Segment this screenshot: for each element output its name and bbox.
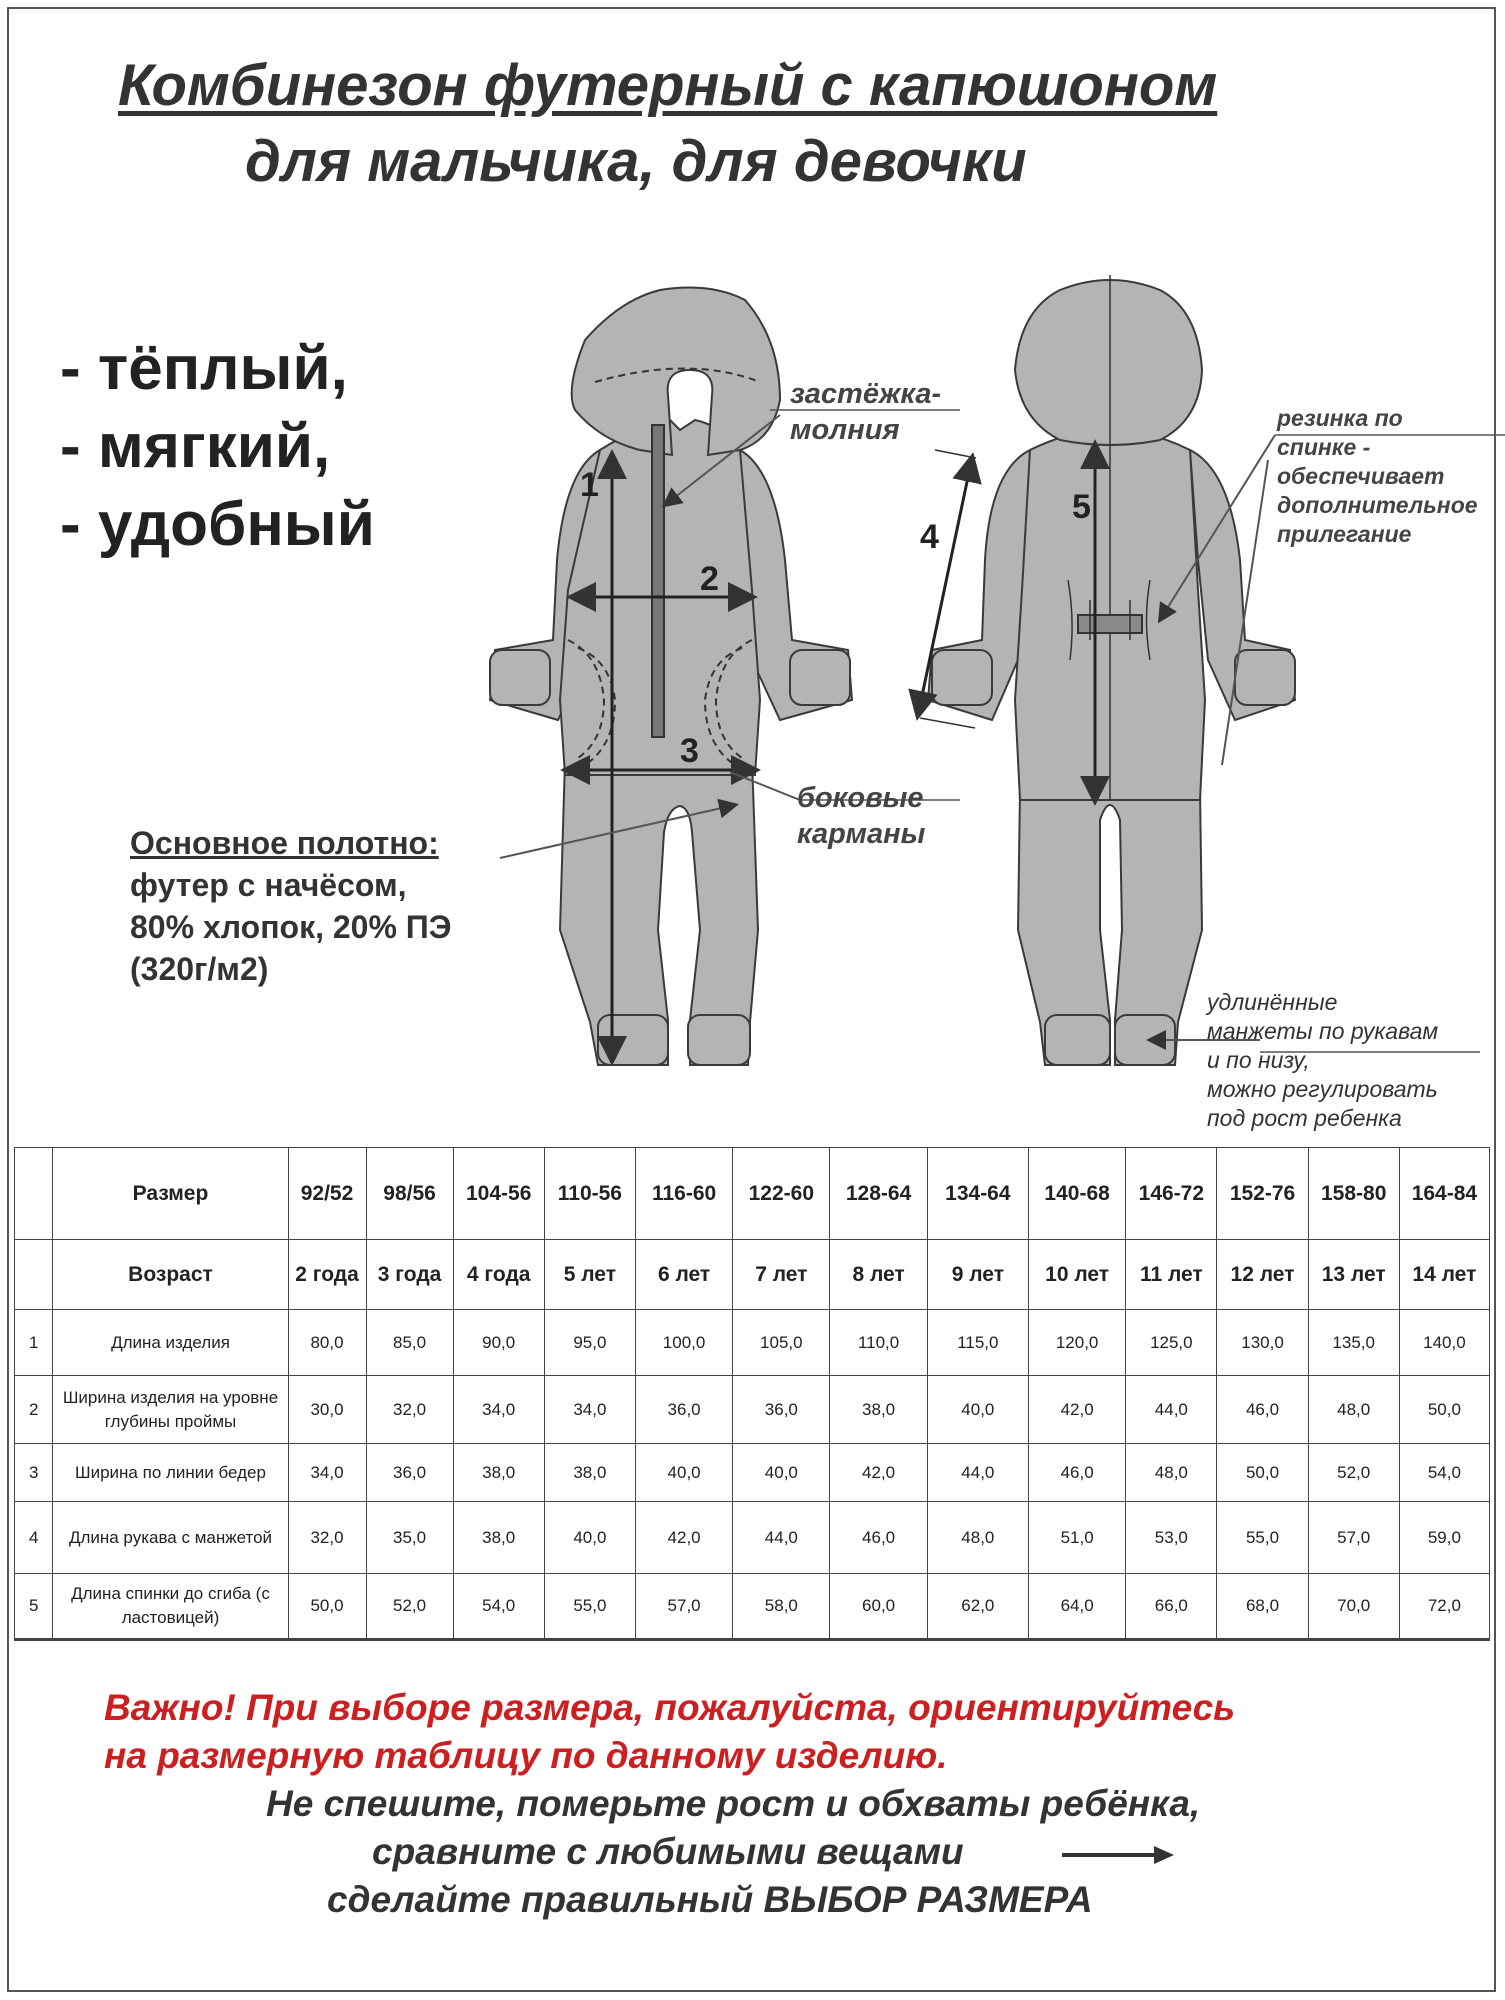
value-cell: 55,0 bbox=[544, 1574, 635, 1640]
row-number: 1 bbox=[15, 1310, 53, 1376]
value-cell: 59,0 bbox=[1399, 1502, 1489, 1574]
age-cell: 9 лет bbox=[927, 1240, 1028, 1310]
age-cell: 12 лет bbox=[1217, 1240, 1308, 1310]
value-cell: 50,0 bbox=[288, 1574, 366, 1640]
value-cell: 105,0 bbox=[733, 1310, 830, 1376]
size-header-label: Размер bbox=[53, 1148, 288, 1240]
value-cell: 36,0 bbox=[733, 1376, 830, 1444]
value-cell: 125,0 bbox=[1126, 1310, 1217, 1376]
value-cell: 44,0 bbox=[927, 1444, 1028, 1502]
value-cell: 38,0 bbox=[453, 1444, 544, 1502]
advice-line-3: сделайте правильный ВЫБОР РАЗМЕРА bbox=[327, 1879, 1093, 1920]
empty-cell bbox=[15, 1240, 53, 1310]
title-line-2: для мальчика, для девочки bbox=[245, 129, 1027, 194]
value-cell: 85,0 bbox=[366, 1310, 453, 1376]
measure-label-4: 4 bbox=[920, 518, 939, 556]
value-cell: 68,0 bbox=[1217, 1574, 1308, 1640]
value-cell: 34,0 bbox=[453, 1376, 544, 1444]
value-cell: 40,0 bbox=[733, 1444, 830, 1502]
row-parameter: Длина рукава с манжетой bbox=[53, 1502, 288, 1574]
value-cell: 66,0 bbox=[1126, 1574, 1217, 1640]
size-cell: 110-56 bbox=[544, 1148, 635, 1240]
measure-label-5: 5 bbox=[1072, 488, 1091, 526]
size-header-row bbox=[15, 1148, 1490, 1240]
fabric-info bbox=[130, 822, 452, 990]
value-cell: 38,0 bbox=[453, 1502, 544, 1574]
value-cell: 46,0 bbox=[1029, 1444, 1126, 1502]
row-parameter: Ширина изделия на уровне глубины проймы bbox=[53, 1376, 288, 1444]
size-cell: 140-68 bbox=[1029, 1148, 1126, 1240]
value-cell: 90,0 bbox=[453, 1310, 544, 1376]
cuffs-callout: удлинённые манжеты по рукавам и по низу, можно регулировать под рост ребенка bbox=[1207, 989, 1439, 1131]
feature-comfortable: - удобный bbox=[60, 490, 375, 559]
age-cell: 7 лет bbox=[733, 1240, 830, 1310]
value-cell: 53,0 bbox=[1126, 1502, 1217, 1574]
warning-red-line-1: Важно! При выборе размера, пожалуйста, ориентируйтесь bbox=[104, 1687, 1236, 1728]
value-cell: 46,0 bbox=[830, 1502, 927, 1574]
age-header-label: Возраст bbox=[53, 1240, 288, 1310]
elastic-callout: резинка по спинке - обеспечивает дополнительное прилегание bbox=[1277, 405, 1478, 547]
size-cell: 146-72 bbox=[1126, 1148, 1217, 1240]
value-cell: 42,0 bbox=[635, 1502, 732, 1574]
size-cell: 134-64 bbox=[927, 1148, 1028, 1240]
value-cell: 80,0 bbox=[288, 1310, 366, 1376]
table-row bbox=[15, 1310, 1490, 1376]
size-cell: 104-56 bbox=[453, 1148, 544, 1240]
row-number: 5 bbox=[15, 1574, 53, 1640]
value-cell: 110,0 bbox=[830, 1310, 927, 1376]
value-cell: 62,0 bbox=[927, 1574, 1028, 1640]
value-cell: 100,0 bbox=[635, 1310, 732, 1376]
fabric-line: футер с начёсом, bbox=[130, 867, 407, 903]
feature-soft: - мягкий, bbox=[60, 412, 331, 481]
value-cell: 52,0 bbox=[1308, 1444, 1399, 1502]
value-cell: 95,0 bbox=[544, 1310, 635, 1376]
back-elastic bbox=[1078, 615, 1142, 633]
table-row bbox=[15, 1574, 1490, 1640]
value-cell: 57,0 bbox=[635, 1574, 732, 1640]
zipper-line bbox=[652, 425, 664, 737]
value-cell: 42,0 bbox=[1029, 1376, 1126, 1444]
value-cell: 54,0 bbox=[453, 1574, 544, 1640]
value-cell: 36,0 bbox=[635, 1376, 732, 1444]
advice-line-1: Не спешите, померьте рост и обхваты ребёнка, bbox=[266, 1783, 1201, 1824]
age-cell: 6 лет bbox=[635, 1240, 732, 1310]
value-cell: 115,0 bbox=[927, 1310, 1028, 1376]
age-header-row bbox=[15, 1240, 1490, 1310]
arrow-right-icon bbox=[1062, 1840, 1174, 1870]
value-cell: 44,0 bbox=[733, 1502, 830, 1574]
age-cell: 8 лет bbox=[830, 1240, 927, 1310]
size-cell: 122-60 bbox=[733, 1148, 830, 1240]
fabric-heading: Основное полотно: bbox=[130, 825, 439, 861]
table-row bbox=[15, 1502, 1490, 1574]
table-row bbox=[15, 1444, 1490, 1502]
value-cell: 40,0 bbox=[635, 1444, 732, 1502]
value-cell: 34,0 bbox=[544, 1376, 635, 1444]
value-cell: 36,0 bbox=[366, 1444, 453, 1502]
value-cell: 54,0 bbox=[1399, 1444, 1489, 1502]
value-cell: 50,0 bbox=[1217, 1444, 1308, 1502]
value-cell: 38,0 bbox=[544, 1444, 635, 1502]
value-cell: 38,0 bbox=[830, 1376, 927, 1444]
feature-warm: - тёплый, bbox=[60, 334, 348, 403]
value-cell: 64,0 bbox=[1029, 1574, 1126, 1640]
age-cell: 11 лет bbox=[1126, 1240, 1217, 1310]
fabric-line: 80% хлопок, 20% ПЭ bbox=[130, 909, 452, 945]
row-parameter: Длина спинки до сгиба (с ластовицей) bbox=[53, 1574, 288, 1640]
warning-red-line-2: на размерную таблицу по данному изделию. bbox=[104, 1735, 948, 1776]
value-cell: 120,0 bbox=[1029, 1310, 1126, 1376]
row-parameter: Ширина по линии бедер bbox=[53, 1444, 288, 1502]
age-cell: 3 года bbox=[366, 1240, 453, 1310]
value-cell: 40,0 bbox=[544, 1502, 635, 1574]
age-cell: 4 года bbox=[453, 1240, 544, 1310]
size-cell: 92/52 bbox=[288, 1148, 366, 1240]
size-cell: 158-80 bbox=[1308, 1148, 1399, 1240]
size-cell: 164-84 bbox=[1399, 1148, 1489, 1240]
value-cell: 58,0 bbox=[733, 1574, 830, 1640]
value-cell: 72,0 bbox=[1399, 1574, 1489, 1640]
value-cell: 70,0 bbox=[1308, 1574, 1399, 1640]
value-cell: 135,0 bbox=[1308, 1310, 1399, 1376]
age-cell: 2 года bbox=[288, 1240, 366, 1310]
value-cell: 32,0 bbox=[288, 1502, 366, 1574]
size-cell: 128-64 bbox=[830, 1148, 927, 1240]
value-cell: 51,0 bbox=[1029, 1502, 1126, 1574]
value-cell: 30,0 bbox=[288, 1376, 366, 1444]
age-cell: 13 лет bbox=[1308, 1240, 1399, 1310]
value-cell: 34,0 bbox=[288, 1444, 366, 1502]
value-cell: 57,0 bbox=[1308, 1502, 1399, 1574]
row-number: 3 bbox=[15, 1444, 53, 1502]
measure-label-1: 1 bbox=[580, 466, 599, 504]
zipper-callout: застёжка- молния bbox=[790, 378, 942, 446]
value-cell: 44,0 bbox=[1126, 1376, 1217, 1444]
value-cell: 46,0 bbox=[1217, 1376, 1308, 1444]
pockets-callout: боковые карманы bbox=[797, 782, 926, 850]
size-cell: 116-60 bbox=[635, 1148, 732, 1240]
value-cell: 40,0 bbox=[927, 1376, 1028, 1444]
row-number: 4 bbox=[15, 1502, 53, 1574]
measure-label-3: 3 bbox=[680, 732, 699, 770]
back-view bbox=[928, 280, 1295, 1065]
advice-line-2: сравните с любимыми вещами bbox=[372, 1831, 964, 1872]
value-cell: 48,0 bbox=[1126, 1444, 1217, 1502]
row-parameter: Длина изделия bbox=[53, 1310, 288, 1376]
table-row bbox=[15, 1376, 1490, 1444]
value-cell: 55,0 bbox=[1217, 1502, 1308, 1574]
value-cell: 130,0 bbox=[1217, 1310, 1308, 1376]
fabric-line: (320г/м2) bbox=[130, 951, 269, 987]
empty-cell bbox=[15, 1148, 53, 1240]
size-cell: 98/56 bbox=[366, 1148, 453, 1240]
age-cell: 14 лет bbox=[1399, 1240, 1489, 1310]
size-cell: 152-76 bbox=[1217, 1148, 1308, 1240]
value-cell: 52,0 bbox=[366, 1574, 453, 1640]
age-cell: 10 лет bbox=[1029, 1240, 1126, 1310]
age-cell: 5 лет bbox=[544, 1240, 635, 1310]
measure-label-2: 2 bbox=[700, 560, 719, 598]
value-cell: 48,0 bbox=[1308, 1376, 1399, 1444]
value-cell: 32,0 bbox=[366, 1376, 453, 1444]
value-cell: 60,0 bbox=[830, 1574, 927, 1640]
value-cell: 35,0 bbox=[366, 1502, 453, 1574]
value-cell: 42,0 bbox=[830, 1444, 927, 1502]
value-cell: 48,0 bbox=[927, 1502, 1028, 1574]
title-line-1: Комбинезон футерный с капюшоном bbox=[118, 53, 1218, 118]
value-cell: 140,0 bbox=[1399, 1310, 1489, 1376]
value-cell: 50,0 bbox=[1399, 1376, 1489, 1444]
size-table bbox=[14, 1147, 1490, 1641]
row-number: 2 bbox=[15, 1376, 53, 1444]
